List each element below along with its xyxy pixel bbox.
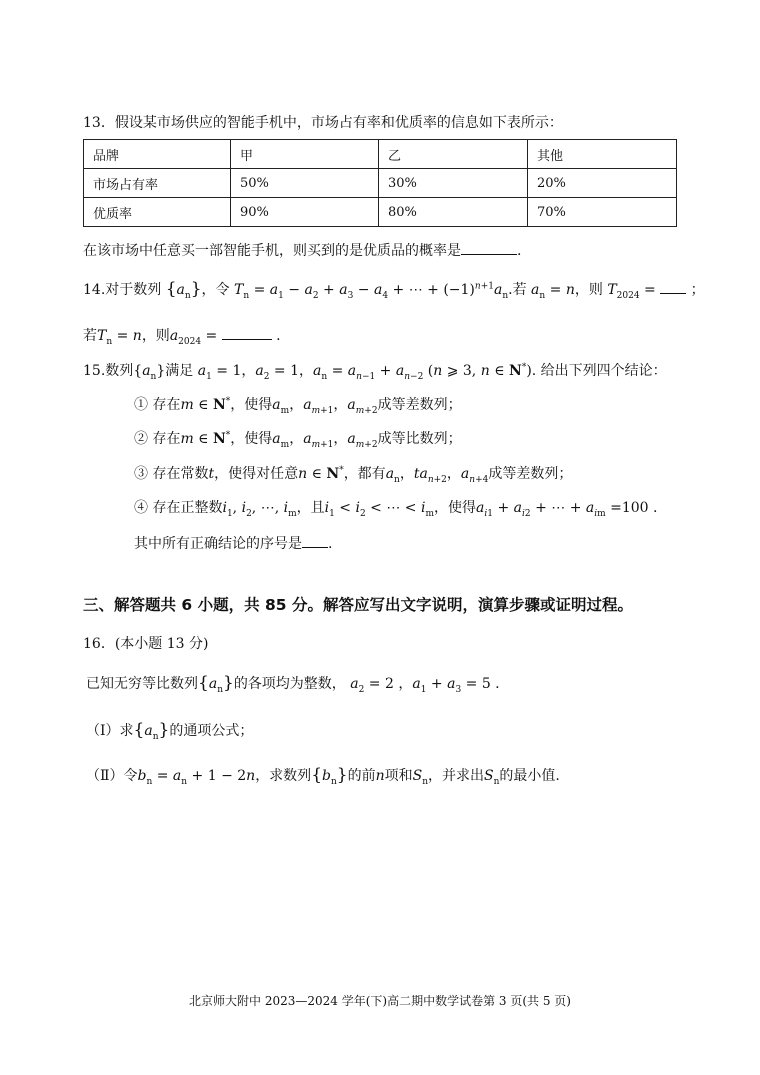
q16-text: 已知无穷等比数列: [86, 676, 198, 692]
q14-line2: 若$T_n = n$，则$a_{2024}$ = .: [83, 325, 281, 346]
q14-text: ，则: [141, 328, 170, 344]
q14-text: ；: [690, 282, 705, 298]
q16-stem: 已知无穷等比数列$\{a_n\}$的各项均为整数， $a_2 = 2$ ，$a_1 + a_3 = 5$ .: [86, 673, 500, 695]
table-cell: 80%: [379, 198, 528, 227]
table-cell: 市场占有率: [84, 169, 231, 198]
answer-blank: [660, 279, 686, 294]
q15-text: =100 .: [610, 500, 658, 516]
table-cell: 品牌: [84, 140, 231, 169]
q14-text: .: [276, 328, 281, 344]
q15-text: ② 存在: [134, 431, 181, 447]
q15-end: .: [328, 536, 333, 552]
q15-text: ，使得: [230, 431, 273, 447]
q15-text: ，且: [296, 500, 325, 516]
table-cell: 乙: [379, 140, 528, 169]
answer-blank: [302, 533, 328, 548]
q15-text: ，使得对任意: [214, 466, 299, 482]
q14-line1: 14.对于数列 $\{a_n\}$，令 $T_n = a_1 - a_2 + a_3 - a_4$ + ⋯ + $(-1)^{n+1}a_n$.若 $a_n = n$，则 $T_{2024}$ = ；: [83, 279, 705, 301]
page-footer: 北京师大附中 2023—2024 学年(下)高二期中数学试卷第 3 页(共 5 页): [189, 994, 571, 1008]
q15-text: . 给出下列四个结论：: [531, 363, 667, 379]
q16-text: 项和: [384, 768, 413, 784]
table-cell: 70%: [528, 198, 677, 227]
q16-text: ，并求出: [428, 768, 485, 784]
q15-text: ，使得: [434, 500, 477, 516]
table-cell: 优质率: [84, 198, 231, 227]
q16-part1: （Ⅰ）求$\{a_n\}$的通项公式；: [86, 720, 254, 742]
q15-conclusion-4: ④ 存在正整数$i_1$, $i_2$, ⋯, $i_m$，且$i_1 < i_2$ < ⋯ < $i_m$，使得$a_{i1} + a_{i2}$ + ⋯ + $a_{im} =100$ .: [134, 500, 658, 519]
q15-text: 成等差数列；: [488, 466, 573, 482]
q15-conclusion-1: ① 存在m ∈ N*，使得$a_m$，$a_{m+1}$，$a_{m+2}$成等差数列；: [134, 396, 462, 416]
q13-table: [83, 139, 677, 227]
q16-part2: （Ⅱ）令$b_n = a_n + 1 - 2n$，求数列$\{b_n\}$的前n项和$S_n$，并求出$S_n$的最小值.: [86, 765, 560, 787]
q16-text: （Ⅰ）求: [86, 723, 134, 739]
q16-text: 的各项均为整数，: [233, 676, 346, 692]
q15-text: 数列: [105, 363, 134, 379]
q13-end: .: [517, 243, 522, 259]
table-cell: 90%: [231, 198, 379, 227]
q13-question: [83, 240, 521, 261]
q15-ask: [134, 533, 332, 554]
q15-number: 15.: [83, 363, 106, 379]
q13-intro: 13．假设某市场供应的智能手机中，市场占有率和优质率的信息如下表所示：: [83, 115, 563, 131]
q16-text: 的最小值.: [499, 768, 560, 784]
q16-text: （Ⅱ）令: [86, 768, 138, 784]
q13-question-text: 在该市场中任意买一部智能手机，则买到的是优质品的概率是: [83, 243, 461, 259]
answer-blank: [222, 325, 272, 340]
section-heading: 三、解答题共 6 小题，共 85 分。解答应写出文字说明，演算步骤或证明过程。: [83, 596, 633, 614]
table-cell: 30%: [379, 169, 528, 198]
q15-text: ④ 存在正整数: [134, 500, 223, 516]
q16-text: 的前: [347, 768, 376, 784]
q16-text: 的通项公式；: [169, 723, 254, 739]
q14-number: 14.: [83, 282, 106, 298]
q15-text: 成等比数列；: [377, 431, 462, 447]
table-cell: 20%: [528, 169, 677, 198]
q14-text: ，令: [201, 282, 230, 298]
table-cell: 其他: [528, 140, 677, 169]
q15-stem: 15.数列$\{a_n\}$满足 $a_1 = 1$，$a_2 = 1$，$a_n = a_{n-1} + a_{n-2}$ (n ⩾ 3, n ∈ N*). 给出下列四个结论：: [83, 362, 667, 382]
q15-ask-text: 其中所有正确结论的序号是: [134, 536, 302, 552]
table-row: [84, 140, 677, 169]
q15-conclusion-2: ② 存在m ∈ N*，使得$a_m$，$a_{m+1}$，$a_{m+2}$成等比数列；: [134, 430, 462, 450]
q15-conclusion-3: ③ 存在常数t，使得对任意n ∈ N*，都有$a_n$，$ta_{n+2}$，$a_{n+4}$成等差数列；: [134, 465, 573, 485]
q14-text: .若: [508, 282, 527, 298]
q14-text: ，则: [574, 282, 603, 298]
table-cell: 甲: [231, 140, 379, 169]
answer-blank: [461, 240, 517, 255]
q15-text: 成等差数列；: [377, 397, 462, 413]
q15-text: ③ 存在常数: [134, 466, 209, 482]
q14-text: 若: [83, 328, 97, 344]
table-cell: 50%: [231, 169, 379, 198]
q16-title: 16．(本小题 13 分): [83, 636, 209, 652]
table-row: [84, 169, 677, 198]
q14-text: 对于数列: [105, 282, 162, 298]
q16-text: ，求数列: [255, 768, 312, 784]
q15-text: ，使得: [230, 397, 273, 413]
q15-text: ，都有: [343, 466, 386, 482]
q15-text: ① 存在: [134, 397, 181, 413]
table-row: [84, 198, 677, 227]
q15-text: 满足: [165, 363, 194, 379]
